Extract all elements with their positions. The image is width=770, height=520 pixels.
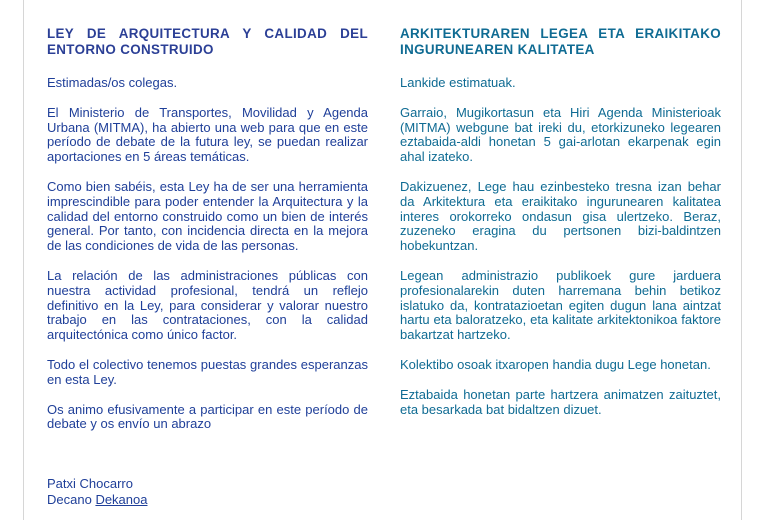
basque-paragraph-4: Kolektibo osoak itxaropen handia dugu Lege honetan. (400, 356, 711, 372)
signature-role-es: Decano (47, 491, 92, 507)
basque-paragraph-3: Legean administrazio publikoek gure jarduera profesionalarekin duten harremana behin betikoz islatuko da, kontratazioetan egiten dugun lana aintzat hartu eta baloratzeko, eta kalitate arkitektonikoa faktore bakartzat hartzeko. (400, 267, 721, 343)
spanish-paragraph-5: Os animo efusivamente a participar en este período de debate y os envío un abrazo (47, 401, 368, 432)
spanish-paragraph-1: El Ministerio de Transportes, Movilidad y Agenda Urbana (MITMA), ha abierto una web para que en este período de debate de la futura ley, se puedan realizar aportaciones en 5 áreas temáticas. (47, 104, 368, 165)
basque-greeting: Lankide estimatuak. (400, 75, 516, 90)
newsletter-page (23, 0, 742, 520)
signature-role (47, 492, 147, 508)
spanish-paragraph-4: Todo el colectivo tenemos puestas grandes esperanzas en esta Ley. (47, 356, 368, 387)
signature-name: Patxi Chocarro (47, 476, 133, 491)
spanish-greeting: Estimadas/os colegas. (47, 75, 178, 90)
signature-block (47, 476, 147, 507)
basque-paragraph-5: Eztabaida honetan parte hartzera animatzen zaituztet, eta besarkada bat bidaltzen dizuet. (400, 386, 721, 417)
spanish-title: LEY DE ARQUITECTURA Y CALIDAD DEL ENTORNO CONSTRUIDO (47, 26, 368, 57)
spanish-paragraph-2: Como bien sabéis, esta Ley ha de ser una herramienta imprescindible para poder entender la Arquitectura y la calidad del entorno construido como un bien de interés general. Por tanto, con incidencia directa en la mejora de las condiciones de vida de las personas. (47, 178, 368, 254)
basque-column (400, 26, 721, 432)
basque-title: ARKITEKTURAREN LEGEA ETA ERAIKITAKO INGURUNEAREN KALITATEA (400, 26, 721, 57)
signature-role-eu-link[interactable]: Dekanoa (95, 491, 148, 507)
basque-paragraph-1: Garraio, Mugikortasun eta Hiri Agenda Ministerioak (MITMA) webgune bat ireki du, etorkizuneko legearen eztabaida-aldi honetan 5 gai-arlotan ekarpenak egin ahal izateko. (400, 104, 721, 165)
basque-paragraph-2: Dakizuenez, Lege hau ezinbesteko tresna izan behar da Arkitektura eta eraikitako ingurunearen kalitatea interes orokorreko ondasun gisa ulertzeko. Beraz, zuzeneko eragina du pertsonen bizi-baldintzen hobekuntzan. (400, 178, 721, 254)
spanish-column (47, 26, 368, 447)
spanish-paragraph-3: La relación de las administraciones públicas con nuestra actividad profesional, tendrá un reflejo definitivo en la Ley, para considerar y valorar nuestro trabajo en las contrataciones, con la calidad arquitectónica como único factor. (47, 267, 368, 343)
